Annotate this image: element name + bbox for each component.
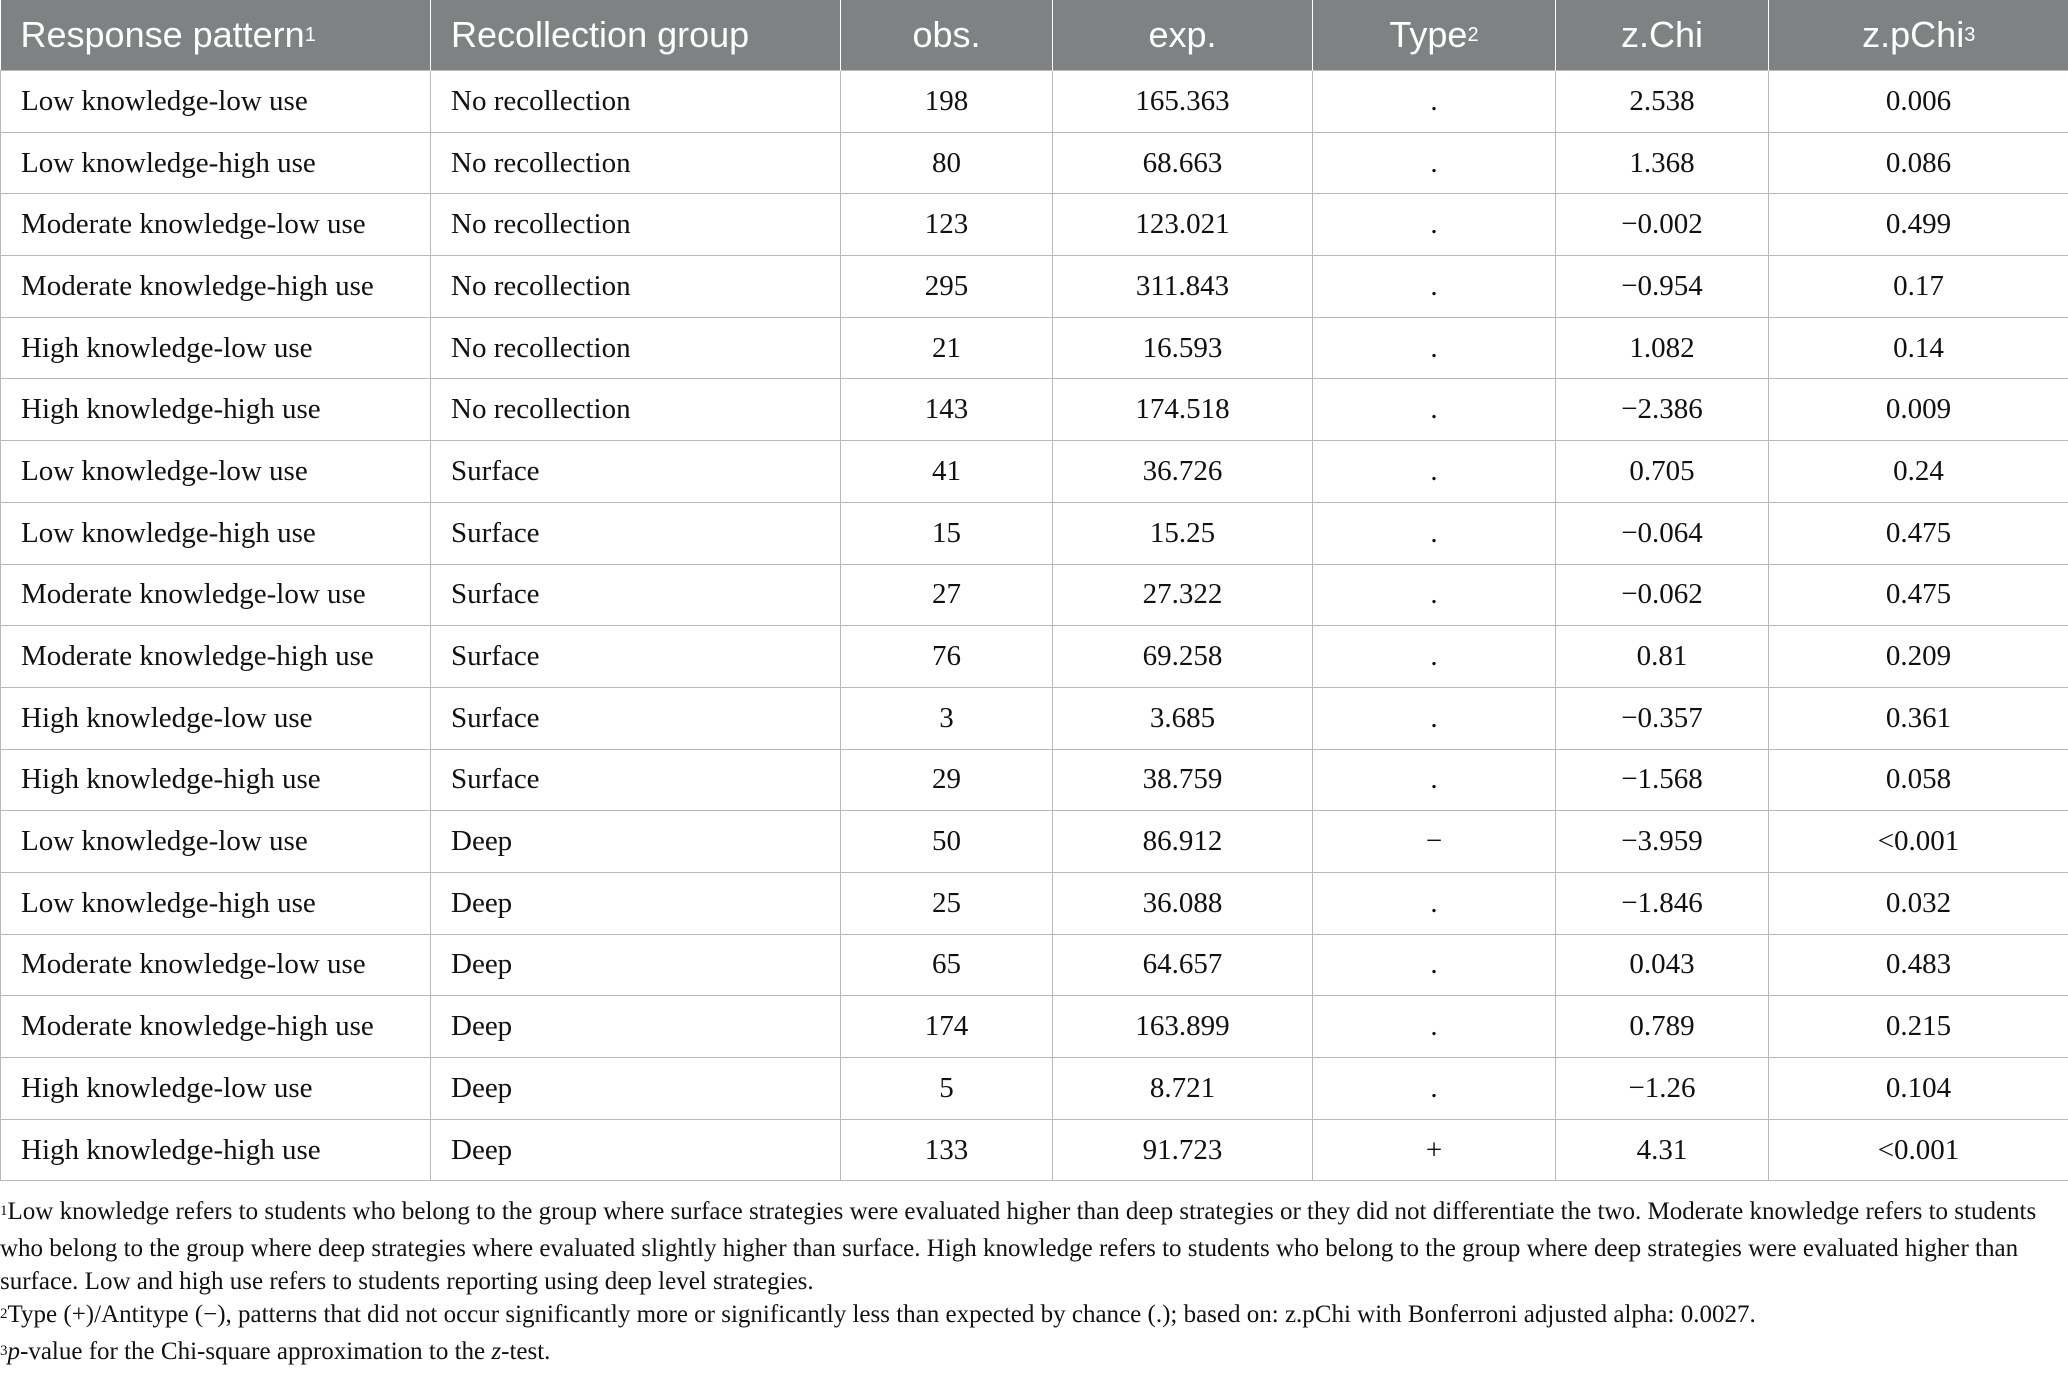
- cell-obs: 27: [841, 564, 1053, 626]
- header-response-pattern-footnote-mark: 1: [304, 24, 316, 46]
- header-response-pattern: [1, 0, 431, 71]
- cell-recollection-group: Deep: [431, 1058, 841, 1120]
- cell-z-pchi: 0.006: [1769, 71, 2068, 133]
- cell-z-pchi: 0.499: [1769, 194, 2068, 256]
- cell-response-pattern: Moderate knowledge-high use: [1, 996, 431, 1058]
- cell-z-pchi: 0.086: [1769, 132, 2068, 194]
- cell-response-pattern: Low knowledge-low use: [1, 441, 431, 503]
- cell-z-pchi: 0.032: [1769, 872, 2068, 934]
- footnote-1-mark: 1: [0, 1203, 8, 1219]
- footnote-3-z: z: [491, 1338, 502, 1365]
- footnote-3-p: p: [7, 1338, 20, 1365]
- table-row: [1, 441, 2068, 503]
- cell-type: .: [1313, 132, 1556, 194]
- footnote-2-mark: 2: [0, 1306, 8, 1322]
- cell-z-chi: −3.959: [1556, 811, 1769, 873]
- footnote-1: [0, 1195, 2062, 1298]
- cell-response-pattern: Low knowledge-low use: [1, 71, 431, 133]
- header-type: [1313, 0, 1556, 71]
- table-row: [1, 256, 2068, 318]
- cell-exp: 69.258: [1053, 626, 1313, 688]
- header-response-pattern-label: Response pattern: [20, 14, 305, 55]
- cell-type: .: [1313, 256, 1556, 318]
- cell-z-pchi: <0.001: [1769, 1119, 2068, 1181]
- cell-obs: 123: [841, 194, 1053, 256]
- cell-exp: 68.663: [1053, 132, 1313, 194]
- cell-exp: 163.899: [1053, 996, 1313, 1058]
- cell-recollection-group: No recollection: [431, 194, 841, 256]
- footnote-3-mark: 3: [0, 1343, 8, 1359]
- cell-response-pattern: Low knowledge-low use: [1, 811, 431, 873]
- cell-exp: 16.593: [1053, 317, 1313, 379]
- cell-type: .: [1313, 934, 1556, 996]
- cell-response-pattern: High knowledge-high use: [1, 1119, 431, 1181]
- cell-obs: 29: [841, 749, 1053, 811]
- table-row: [1, 71, 2068, 133]
- header-recollection-group: [431, 0, 841, 71]
- cell-response-pattern: Low knowledge-high use: [1, 132, 431, 194]
- cell-recollection-group: No recollection: [431, 256, 841, 318]
- table-row: [1, 749, 2068, 811]
- cell-z-chi: −0.002: [1556, 194, 1769, 256]
- cell-exp: 3.685: [1053, 687, 1313, 749]
- cell-exp: 165.363: [1053, 71, 1313, 133]
- header-z-pchi-footnote-mark: 3: [1964, 24, 1976, 46]
- table-row: [1, 564, 2068, 626]
- cell-type: −: [1313, 811, 1556, 873]
- cell-type: .: [1313, 626, 1556, 688]
- cell-exp: 8.721: [1053, 1058, 1313, 1120]
- table-body: [1, 71, 2068, 1181]
- cell-exp: 15.25: [1053, 502, 1313, 564]
- header-type-footnote-mark: 2: [1467, 24, 1479, 46]
- footnote-2: [0, 1298, 2062, 1335]
- cell-z-chi: 1.368: [1556, 132, 1769, 194]
- cell-z-chi: −1.846: [1556, 872, 1769, 934]
- cell-type: .: [1313, 996, 1556, 1058]
- cell-obs: 143: [841, 379, 1053, 441]
- table-row: [1, 502, 2068, 564]
- cell-z-chi: −0.064: [1556, 502, 1769, 564]
- cell-exp: 36.088: [1053, 872, 1313, 934]
- cell-response-pattern: High knowledge-high use: [1, 379, 431, 441]
- header-recollection-group-label: Recollection group: [451, 14, 750, 55]
- cell-z-pchi: 0.009: [1769, 379, 2068, 441]
- cell-obs: 80: [841, 132, 1053, 194]
- cell-z-pchi: 0.475: [1769, 502, 2068, 564]
- cell-z-pchi: 0.215: [1769, 996, 2068, 1058]
- cell-z-chi: 2.538: [1556, 71, 1769, 133]
- cell-obs: 76: [841, 626, 1053, 688]
- cell-z-pchi: 0.104: [1769, 1058, 2068, 1120]
- cell-response-pattern: Low knowledge-high use: [1, 872, 431, 934]
- cell-z-chi: 0.043: [1556, 934, 1769, 996]
- cell-recollection-group: Surface: [431, 626, 841, 688]
- cell-recollection-group: No recollection: [431, 317, 841, 379]
- cell-obs: 15: [841, 502, 1053, 564]
- cell-recollection-group: Surface: [431, 441, 841, 503]
- header-exp-label: exp.: [1148, 14, 1217, 55]
- cell-exp: 38.759: [1053, 749, 1313, 811]
- cell-type: +: [1313, 1119, 1556, 1181]
- footnote-3-mid: -value for the Chi-square approximation to the: [20, 1338, 492, 1365]
- cell-z-chi: −0.954: [1556, 256, 1769, 318]
- table-row: [1, 872, 2068, 934]
- cell-recollection-group: Deep: [431, 811, 841, 873]
- table-row: [1, 811, 2068, 873]
- cell-type: .: [1313, 71, 1556, 133]
- cell-type: .: [1313, 1058, 1556, 1120]
- cell-recollection-group: Deep: [431, 996, 841, 1058]
- cell-recollection-group: No recollection: [431, 71, 841, 133]
- cell-response-pattern: High knowledge-low use: [1, 317, 431, 379]
- cell-recollection-group: Deep: [431, 934, 841, 996]
- cell-z-pchi: <0.001: [1769, 811, 2068, 873]
- cell-obs: 65: [841, 934, 1053, 996]
- header-obs-label: obs.: [912, 14, 981, 55]
- cell-obs: 41: [841, 441, 1053, 503]
- cell-recollection-group: Surface: [431, 502, 841, 564]
- cell-exp: 27.322: [1053, 564, 1313, 626]
- footnote-3-end: -test.: [501, 1338, 551, 1365]
- cell-type: .: [1313, 687, 1556, 749]
- cell-type: .: [1313, 317, 1556, 379]
- cell-response-pattern: Moderate knowledge-low use: [1, 194, 431, 256]
- cell-obs: 5: [841, 1058, 1053, 1120]
- cell-z-chi: 0.789: [1556, 996, 1769, 1058]
- table-row: [1, 194, 2068, 256]
- cell-type: .: [1313, 749, 1556, 811]
- table-row: [1, 1119, 2068, 1181]
- cell-exp: 311.843: [1053, 256, 1313, 318]
- footnote-2-text: Type (+)/Antitype (−), patterns that did not occur significantly more or significantly less than expected by chance (.); based on: z.pChi with Bonferroni adjusted alpha: 0.0027.: [7, 1301, 1756, 1328]
- cell-z-pchi: 0.17: [1769, 256, 2068, 318]
- table-footnotes: [0, 1195, 2062, 1372]
- header-obs: [841, 0, 1053, 71]
- cell-obs: 174: [841, 996, 1053, 1058]
- cell-z-pchi: 0.361: [1769, 687, 2068, 749]
- cell-response-pattern: Moderate knowledge-high use: [1, 626, 431, 688]
- cell-z-pchi: 0.475: [1769, 564, 2068, 626]
- cell-z-chi: −1.26: [1556, 1058, 1769, 1120]
- cell-type: .: [1313, 441, 1556, 503]
- cell-obs: 25: [841, 872, 1053, 934]
- footnote-1-text: Low knowledge refers to students who belong to the group where surface strategies were evaluated higher than deep strategies or they did not differentiate the two. Moderate knowledge refers to students who belong to the group where deep strategies where evaluated slightly higher than surface. High knowledge refers to students who belong to the group where deep strategies were evaluated higher than surface. Low and high use refers to students reporting using deep level strategies.: [0, 1198, 2037, 1295]
- cell-exp: 86.912: [1053, 811, 1313, 873]
- cell-z-pchi: 0.209: [1769, 626, 2068, 688]
- cell-exp: 36.726: [1053, 441, 1313, 503]
- cell-obs: 198: [841, 71, 1053, 133]
- header-z-chi-label: z.Chi: [1620, 14, 1704, 55]
- table-row: [1, 626, 2068, 688]
- cell-z-chi: 0.81: [1556, 626, 1769, 688]
- footnote-3: [0, 1335, 2062, 1372]
- cell-z-pchi: 0.24: [1769, 441, 2068, 503]
- cell-response-pattern: High knowledge-low use: [1, 687, 431, 749]
- cell-z-pchi: 0.483: [1769, 934, 2068, 996]
- cell-z-chi: 1.082: [1556, 317, 1769, 379]
- cell-response-pattern: Moderate knowledge-low use: [1, 564, 431, 626]
- header-exp: [1053, 0, 1313, 71]
- cell-recollection-group: No recollection: [431, 132, 841, 194]
- cell-exp: 64.657: [1053, 934, 1313, 996]
- cell-obs: 50: [841, 811, 1053, 873]
- cell-response-pattern: High knowledge-low use: [1, 1058, 431, 1120]
- cell-recollection-group: Surface: [431, 749, 841, 811]
- header-row: [1, 0, 2068, 71]
- table-row: [1, 379, 2068, 441]
- cell-type: .: [1313, 379, 1556, 441]
- table-row: [1, 934, 2068, 996]
- cell-obs: 3: [841, 687, 1053, 749]
- cell-obs: 295: [841, 256, 1053, 318]
- cell-z-chi: −1.568: [1556, 749, 1769, 811]
- cell-exp: 91.723: [1053, 1119, 1313, 1181]
- cell-type: .: [1313, 194, 1556, 256]
- cell-recollection-group: No recollection: [431, 379, 841, 441]
- cell-z-chi: −2.386: [1556, 379, 1769, 441]
- table-row: [1, 687, 2068, 749]
- cell-z-pchi: 0.058: [1769, 749, 2068, 811]
- cell-obs: 21: [841, 317, 1053, 379]
- cell-type: .: [1313, 564, 1556, 626]
- cell-z-chi: −0.357: [1556, 687, 1769, 749]
- table-row: [1, 132, 2068, 194]
- cell-z-pchi: 0.14: [1769, 317, 2068, 379]
- cell-type: .: [1313, 872, 1556, 934]
- table-row: [1, 1058, 2068, 1120]
- header-z-chi: [1556, 0, 1769, 71]
- cell-response-pattern: Moderate knowledge-high use: [1, 256, 431, 318]
- header-z-pchi: [1769, 0, 2068, 71]
- header-type-label: Type: [1389, 14, 1468, 55]
- table-row: [1, 996, 2068, 1058]
- cell-recollection-group: Deep: [431, 1119, 841, 1181]
- cell-recollection-group: Deep: [431, 872, 841, 934]
- cell-exp: 174.518: [1053, 379, 1313, 441]
- cell-z-chi: −0.062: [1556, 564, 1769, 626]
- table-row: [1, 317, 2068, 379]
- cell-exp: 123.021: [1053, 194, 1313, 256]
- cell-response-pattern: Moderate knowledge-low use: [1, 934, 431, 996]
- cell-response-pattern: High knowledge-high use: [1, 749, 431, 811]
- cell-z-chi: 0.705: [1556, 441, 1769, 503]
- cell-recollection-group: Surface: [431, 564, 841, 626]
- cell-recollection-group: Surface: [431, 687, 841, 749]
- cell-obs: 133: [841, 1119, 1053, 1181]
- header-z-pchi-label: z.pChi: [1862, 14, 1965, 55]
- cell-type: .: [1313, 502, 1556, 564]
- cell-response-pattern: Low knowledge-high use: [1, 502, 431, 564]
- cell-z-chi: 4.31: [1556, 1119, 1769, 1181]
